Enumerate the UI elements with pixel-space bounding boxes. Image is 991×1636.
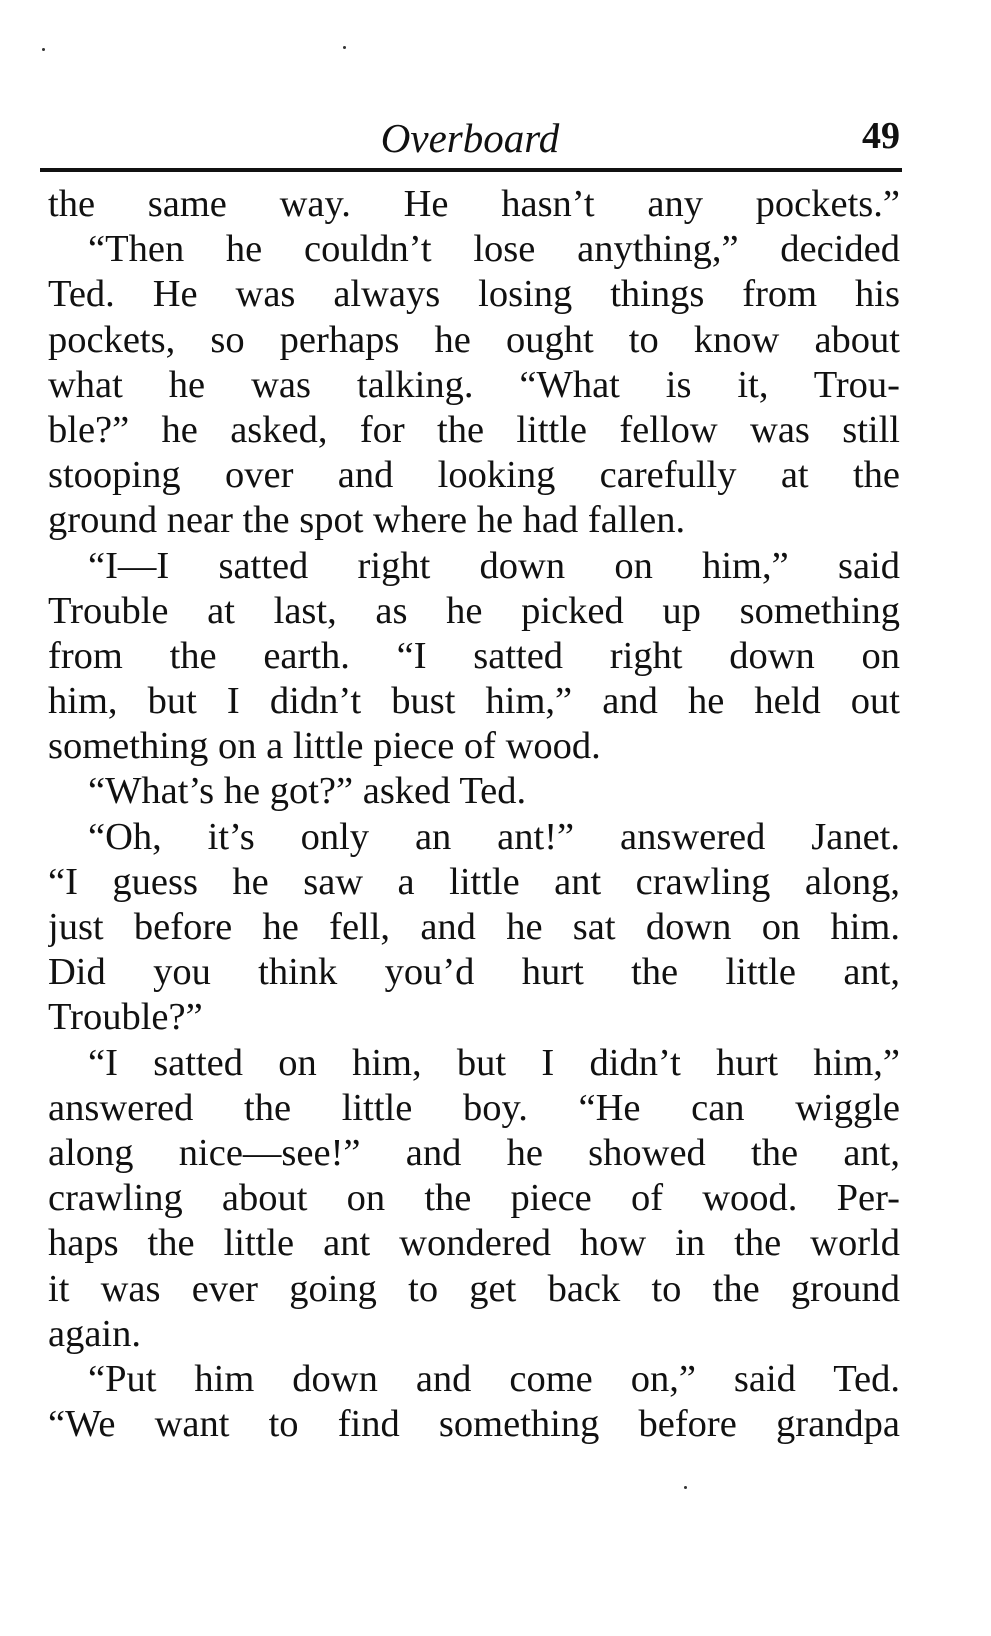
text-line: “Put him down and come on,” said Ted. [88,1357,900,1400]
text-line: answered the little boy. “He can wiggle [48,1086,900,1129]
text-line: something on a little piece of wood. [48,725,601,768]
print-speck [42,48,45,51]
text-line: ble?” he asked, for the little fellow was still [48,408,900,451]
text-line: him, but I didn’t bust him,” and he held out [48,680,900,723]
text-line: what he was talking. “What is it, Trou- [48,363,900,406]
text-line: “What’s he got?” asked Ted. [88,770,527,813]
text-line: “Then he couldn’t lose anything,” decided [88,228,900,271]
print-speck [684,1486,687,1489]
text-line: “We want to find something before grandpa [48,1403,900,1446]
text-line: “I—I satted right down on him,” said [88,544,900,587]
text-line: Trouble?” [48,996,203,1039]
text-line: “I guess he saw a little ant crawling along, [48,860,900,903]
body-text [48,182,900,1447]
text-line: just before he fell, and he sat down on him. [48,906,900,948]
text-line: Trouble at last, as he picked up something [48,589,900,632]
text-line: “I satted on him, but I didn’t hurt him,” [88,1041,900,1084]
text-line: stooping over and looking carefully at the [48,454,900,497]
text-line: crawling about on the piece of wood. Per- [48,1177,900,1220]
print-speck [343,46,346,49]
running-head [40,110,900,170]
text-line: pockets, so perhaps he ought to know about [48,318,900,361]
text-line: from the earth. “I satted right down on [48,634,900,677]
text-line: haps the little ant wondered how in the world [48,1222,900,1265]
text-line: it was ever going to get back to the ground [48,1267,900,1310]
text-line: ground near the spot where he had fallen. [48,499,686,542]
text-line: Ted. He was always losing things from his [48,273,900,316]
text-line: along nice—see!” and he showed the ant, [48,1131,900,1174]
text-line: the same way. He hasn’t any pockets.” [48,183,900,225]
chapter-title: Overboard [380,115,560,161]
header-rule [40,168,902,172]
text-line: again. [48,1312,141,1355]
text-line: “Oh, it’s only an ant!” answered Janet. [88,815,900,858]
page-number: 49 [862,115,900,157]
text-line: Did you think you’d hurt the little ant, [48,951,900,994]
